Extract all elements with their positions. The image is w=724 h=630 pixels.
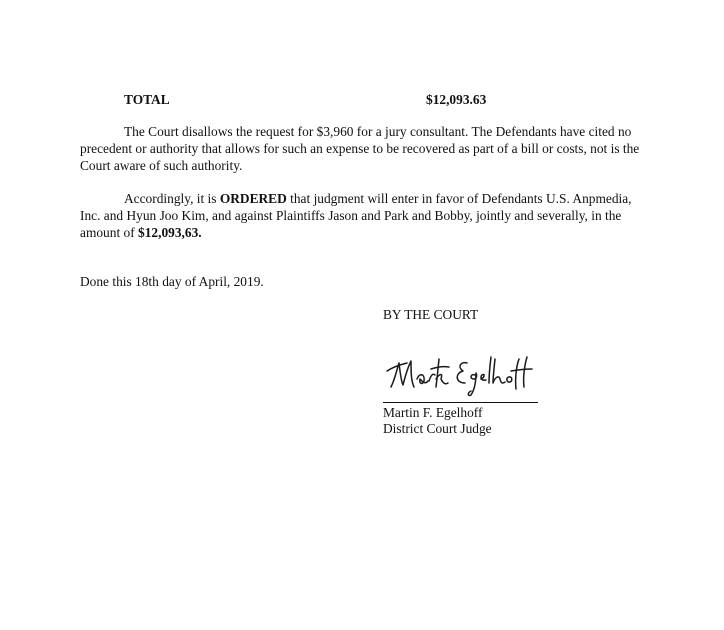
total-label: TOTAL: [124, 92, 170, 107]
by-the-court-label: BY THE COURT: [383, 307, 479, 322]
order-paragraph: [80, 191, 646, 241]
judge-title: District Court Judge: [383, 421, 492, 436]
total-row: [124, 92, 504, 110]
ordered-word: ORDERED: [219, 191, 287, 206]
judge-name: Martin F. Egelhoff: [383, 405, 483, 420]
disallowance-paragraph: The Court disallows the request for $3,960 for a jury consultant. The Defendants have cited no precedent or authority that allows for such an expense to be recovered as part of a bill or costs, not is the Court aware of such authority.: [80, 124, 640, 173]
done-date-line: Done this 18th day of April, 2019.: [80, 274, 264, 289]
judge-signature: [385, 351, 535, 401]
order-middle: that judgment will enter in favor of Defendants U.S. Anpmedia, Inc. and Hyun Joo Kim, and against Plaintiffs Jason and Park and Bobby, jointly and severally, in the amount of: [80, 191, 632, 240]
signature-line: [383, 402, 538, 403]
order-amount: $12,093,63.: [138, 224, 202, 240]
order-prefix: Accordingly, it is: [124, 191, 220, 206]
total-amount: $12,093.63: [426, 92, 487, 107]
